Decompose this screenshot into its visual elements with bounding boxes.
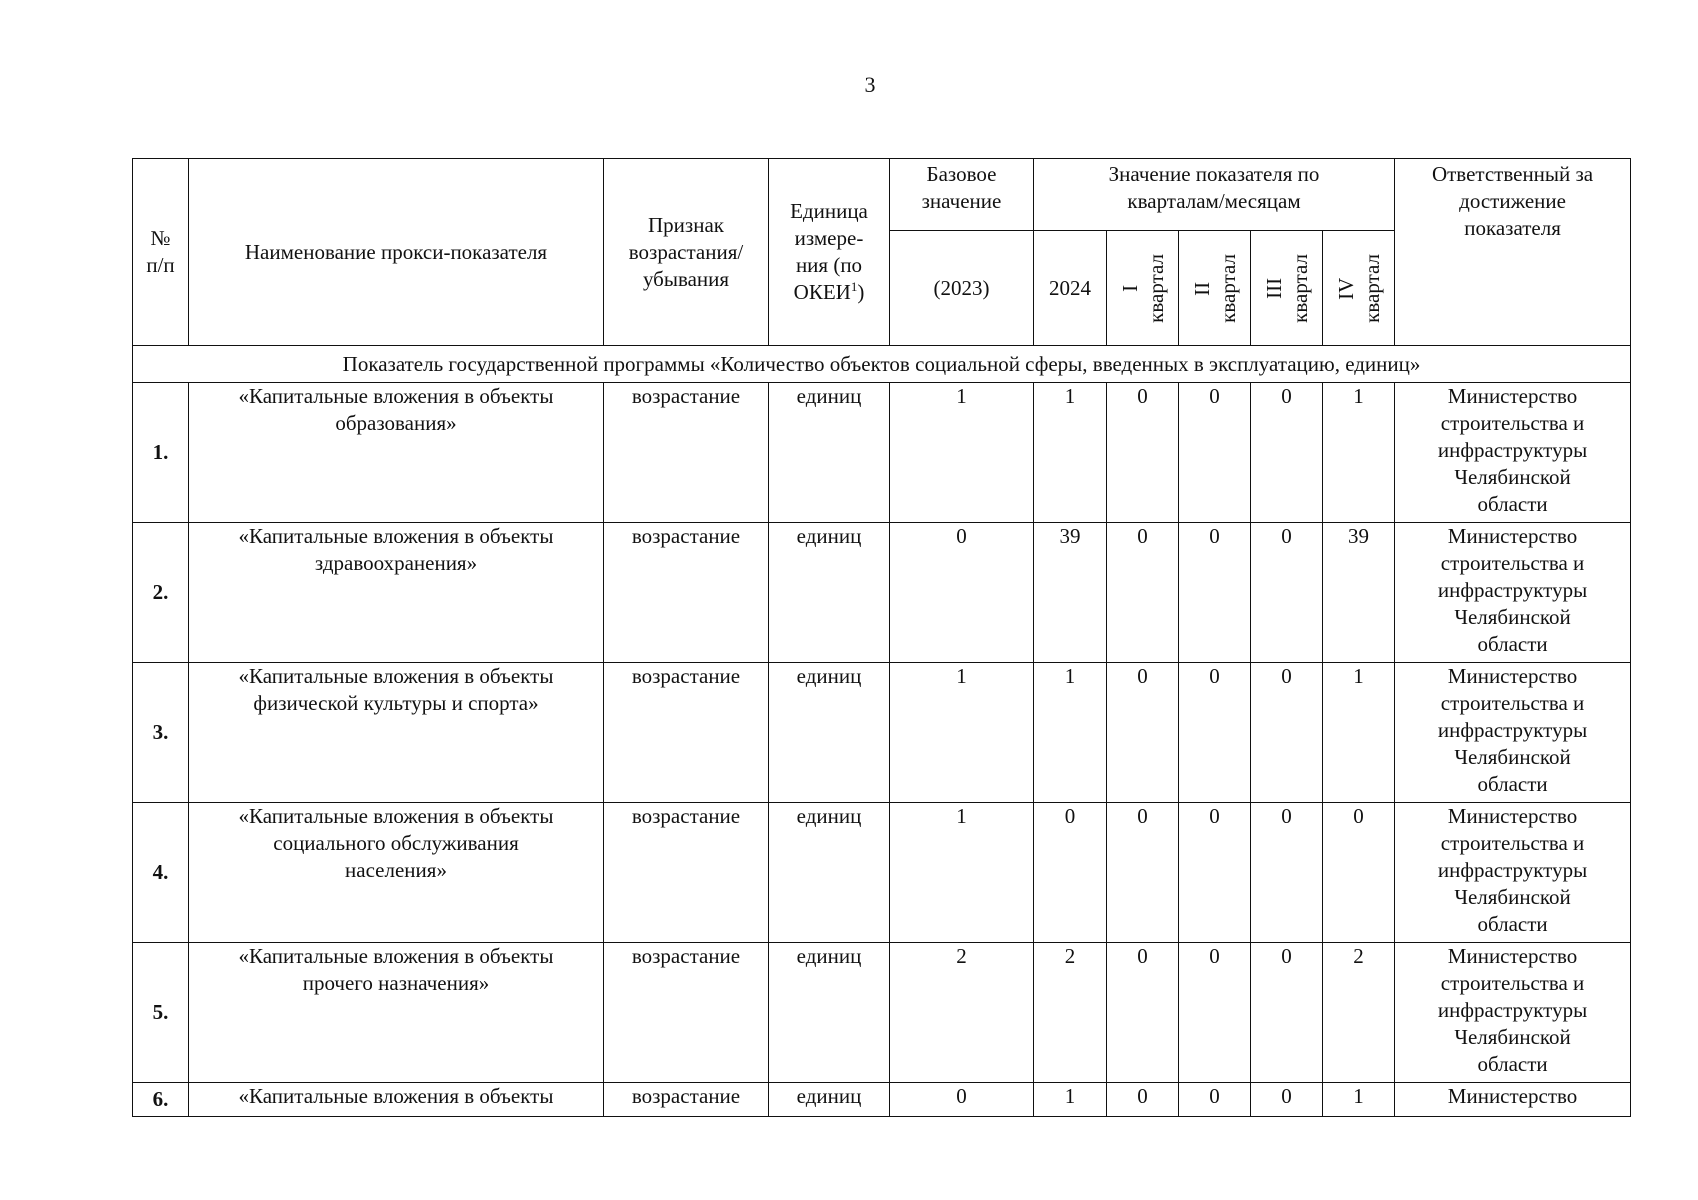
responsible-org: Министерство bbox=[1395, 1083, 1631, 1117]
header-q1-label: I квартал bbox=[1117, 253, 1168, 323]
trend-sign: возрастание bbox=[604, 383, 769, 523]
value-q3: 0 bbox=[1251, 943, 1323, 1083]
header-year-2024: 2024 bbox=[1034, 231, 1107, 346]
responsible-org: Министерство строительства и инфраструктуры Челябинской области bbox=[1395, 663, 1631, 803]
indicators-table bbox=[132, 158, 1631, 1117]
value-q1: 0 bbox=[1107, 1083, 1179, 1117]
indicator-name: «Капитальные вложения в объекты здравоохранения» bbox=[189, 523, 604, 663]
value-q3: 0 bbox=[1251, 383, 1323, 523]
value-2024: 39 bbox=[1034, 523, 1107, 663]
header-q2 bbox=[1179, 231, 1251, 346]
value-q2: 0 bbox=[1179, 663, 1251, 803]
table-row bbox=[133, 1083, 1631, 1117]
value-2024: 0 bbox=[1034, 803, 1107, 943]
table-row bbox=[133, 943, 1631, 1083]
trend-sign: возрастание bbox=[604, 1083, 769, 1117]
header-q2-label: II квартал bbox=[1189, 253, 1240, 323]
table-row bbox=[133, 663, 1631, 803]
header-q4-label: IV квартал bbox=[1333, 253, 1384, 323]
unit-of-measure: единиц bbox=[769, 803, 890, 943]
header-q4 bbox=[1323, 231, 1395, 346]
trend-sign: возрастание bbox=[604, 803, 769, 943]
value-q2: 0 bbox=[1179, 383, 1251, 523]
value-q4: 2 bbox=[1323, 943, 1395, 1083]
value-q4: 0 bbox=[1323, 803, 1395, 943]
header-unit-close: ) bbox=[857, 280, 865, 304]
value-q3: 0 bbox=[1251, 663, 1323, 803]
header-sign: Признак возрастания/ убывания bbox=[604, 159, 769, 346]
value-q4: 39 bbox=[1323, 523, 1395, 663]
indicator-name: «Капитальные вложения в объекты образования» bbox=[189, 383, 604, 523]
unit-of-measure: единиц bbox=[769, 663, 890, 803]
header-no: № п/п bbox=[133, 159, 189, 346]
value-q1: 0 bbox=[1107, 523, 1179, 663]
value-q4: 1 bbox=[1323, 663, 1395, 803]
table-row bbox=[133, 523, 1631, 663]
responsible-org: Министерство строительства и инфраструктуры Челябинской области bbox=[1395, 523, 1631, 663]
responsible-org: Министерство строительства и инфраструктуры Челябинской области bbox=[1395, 803, 1631, 943]
value-2024: 2 bbox=[1034, 943, 1107, 1083]
unit-of-measure: единиц bbox=[769, 1083, 890, 1117]
table-row bbox=[133, 383, 1631, 523]
header-quarters-title: Значение показателя по кварталам/месяцам bbox=[1034, 159, 1395, 231]
footnote-mark: 1 bbox=[850, 279, 858, 294]
value-q1: 0 bbox=[1107, 803, 1179, 943]
value-q3: 0 bbox=[1251, 1083, 1323, 1117]
responsible-org: Министерство строительства и инфраструктуры Челябинской области bbox=[1395, 943, 1631, 1083]
header-base-title: Базовое значение bbox=[890, 159, 1034, 231]
base-value: 0 bbox=[890, 1083, 1034, 1117]
base-value: 1 bbox=[890, 383, 1034, 523]
value-2024: 1 bbox=[1034, 1083, 1107, 1117]
value-q1: 0 bbox=[1107, 663, 1179, 803]
page-number: 3 bbox=[864, 72, 876, 97]
indicator-name: «Капитальные вложения в объекты прочего назначения» bbox=[189, 943, 604, 1083]
base-value: 0 bbox=[890, 523, 1034, 663]
value-2024: 1 bbox=[1034, 663, 1107, 803]
table-row bbox=[133, 803, 1631, 943]
header-base-year: (2023) bbox=[890, 231, 1034, 346]
header-q1 bbox=[1107, 231, 1179, 346]
header-name: Наименование прокси-показателя bbox=[189, 159, 604, 346]
section-title: Показатель государственной программы «Количество объектов социальной сферы, введенных в эксплуатацию, единиц» bbox=[133, 346, 1631, 383]
section-row bbox=[133, 346, 1631, 383]
value-q4: 1 bbox=[1323, 383, 1395, 523]
value-q1: 0 bbox=[1107, 383, 1179, 523]
base-value: 2 bbox=[890, 943, 1034, 1083]
row-number: 6. bbox=[133, 1083, 189, 1117]
header-unit-text: Единица измере- ния (по ОКЕИ bbox=[790, 199, 868, 304]
row-number: 1. bbox=[133, 383, 189, 523]
indicator-name: «Капитальные вложения в объекты bbox=[189, 1083, 604, 1117]
responsible-org: Министерство строительства и инфраструктуры Челябинской области bbox=[1395, 383, 1631, 523]
value-q2: 0 bbox=[1179, 1083, 1251, 1117]
value-2024: 1 bbox=[1034, 383, 1107, 523]
unit-of-measure: единиц bbox=[769, 523, 890, 663]
trend-sign: возрастание bbox=[604, 523, 769, 663]
unit-of-measure: единиц bbox=[769, 383, 890, 523]
value-q3: 0 bbox=[1251, 803, 1323, 943]
indicator-name: «Капитальные вложения в объекты физической культуры и спорта» bbox=[189, 663, 604, 803]
row-number: 3. bbox=[133, 663, 189, 803]
row-number: 5. bbox=[133, 943, 189, 1083]
indicator-name: «Капитальные вложения в объекты социального обслуживания населения» bbox=[189, 803, 604, 943]
header-q3-label: III квартал bbox=[1261, 253, 1312, 323]
row-number: 2. bbox=[133, 523, 189, 663]
value-q2: 0 bbox=[1179, 523, 1251, 663]
trend-sign: возрастание bbox=[604, 663, 769, 803]
unit-of-measure: единиц bbox=[769, 943, 890, 1083]
value-q4: 1 bbox=[1323, 1083, 1395, 1117]
row-number: 4. bbox=[133, 803, 189, 943]
header-responsible: Ответственный за достижение показателя bbox=[1395, 159, 1631, 346]
header-q3 bbox=[1251, 231, 1323, 346]
header-unit bbox=[769, 159, 890, 346]
base-value: 1 bbox=[890, 803, 1034, 943]
value-q1: 0 bbox=[1107, 943, 1179, 1083]
value-q2: 0 bbox=[1179, 803, 1251, 943]
value-q3: 0 bbox=[1251, 523, 1323, 663]
base-value: 1 bbox=[890, 663, 1034, 803]
header-row-1 bbox=[133, 159, 1631, 231]
trend-sign: возрастание bbox=[604, 943, 769, 1083]
value-q2: 0 bbox=[1179, 943, 1251, 1083]
